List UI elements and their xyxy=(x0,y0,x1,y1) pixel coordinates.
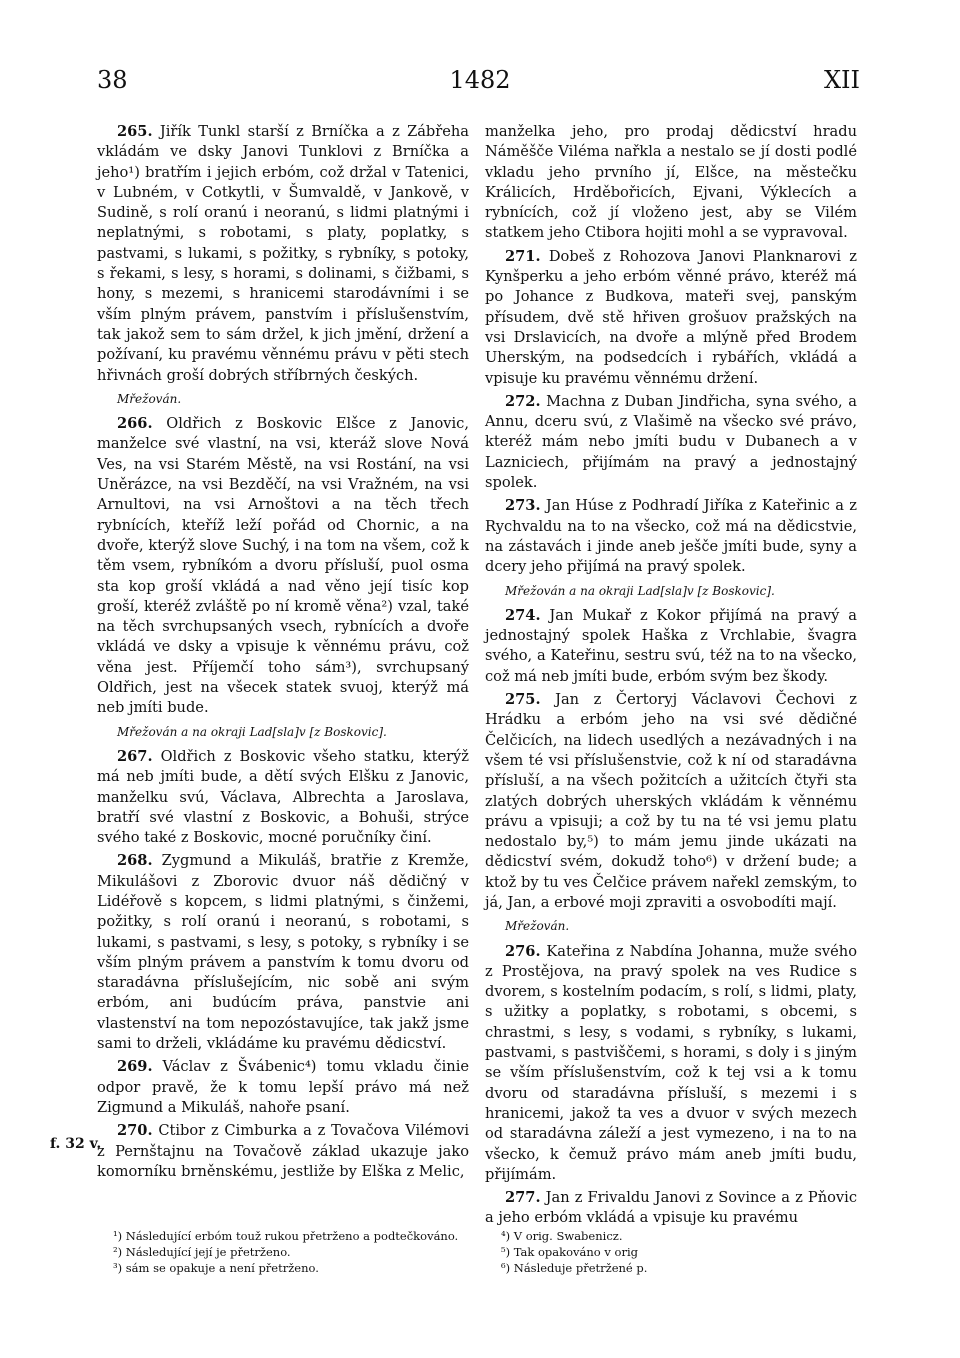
record-number: 273. xyxy=(505,497,541,515)
footnote: ⁵) Tak opakováno v orig xyxy=(501,1245,638,1259)
record-number: 265. xyxy=(117,123,153,140)
record-number: 269. xyxy=(117,1058,153,1076)
record-number: 271. xyxy=(505,247,541,265)
record-entry xyxy=(97,851,469,1054)
record-entry xyxy=(485,942,857,1186)
volume-number: XII xyxy=(823,66,860,94)
left-column xyxy=(97,122,469,1185)
record-text: Jan z Čertoryj Václavovi Čechovi z Hrádku a erbóm jeho na vsi své dědičné Čelčicích, na lidech usedlých a nezávadných i na všem té vsi příslušenstvie, což k ní od staradávna přísluší, a na všech požitcích a užitcích čtyři sta zlatých dobrých uherských vkládám k věnnému právu a vpisuji; a což by tu na té vsi jemu platu nedostalo by,⁵) to mám jemu jinde ukázati na dědicství svém, dokudž toho⁶) v držení bude; a ktož by tu ves Čelčice právem nařekl zemským, to já, Jan, a erbové moji zpraviti a osvobodíti mají. xyxy=(485,691,857,911)
record-number: 277. xyxy=(505,1189,541,1207)
record-entry xyxy=(97,414,469,718)
record-text: Kateřina z Nabdína Johanna, muže svého z Prostějova, na pravý spolek na ves Rudice s dvorem, s kostelním podacím, s rolí, s lidmi, platy, s užitky a poplatky, s robotami, s obcemi, s chrastmi, s lesy, s vodami, s rybníky, s lukami, pastvami, s pastviščemi, s horami, s doly i s jiným se vším příslušenstvím, což k tej vsi a k tomu dvoru od staradávna přísluší, s mezemi i s hranicemi, jakož ta ves a dvuor v svých mezech od staradávna záleží a jest vymezeno, i na to na všecko, k čemuž právo mám aneb jmíti budu, přijímám. xyxy=(485,942,857,1183)
record-number: 274. xyxy=(505,606,541,624)
record-number: 276. xyxy=(505,942,541,960)
footnotes-right xyxy=(485,1228,855,1276)
right-column xyxy=(485,122,857,1232)
record-entry xyxy=(97,1057,469,1118)
footnote: ⁴) V orig. Swabenicz. xyxy=(501,1229,623,1243)
record-number: 268. xyxy=(117,852,153,870)
footnote: ¹) Následující erbóm touž rukou přetrženo a podtečkováno. xyxy=(113,1229,459,1243)
record-text: Jan z Frivaldu Janovi z Sovince a z Pňovic a jeho erbóm vkládá a vpisuje ku pravému xyxy=(485,1189,857,1227)
record-number: 266. xyxy=(117,415,153,433)
record-entry xyxy=(485,247,857,389)
record-annotation: Mřežován a na okraji Lad[sla]v [z Boskovic]. xyxy=(505,583,775,598)
record-text: Oldřich z Boskovic Elšce z Janovic, manželce své vlastní, na vsi, kteráž slove Nová Ves, na vsi Starém Městě, na vsi Rostání, na vsi Uněrázce, na vsi Bezděčí, na vsi Vražném, na vsi Arnultovi, na vsi Arnoštovi a na těch třech rybnících, kteříž leží pořád od Chornic, a na dvoře, kterýž slove Suchý, i na tom na všem, což k těm vsem, rybníkóm a dvoru přísluší, puol osma sta kop groší vkládá a nad věno její tisíc kop groší, kteréž zvláště po ní kromě věna²) vzal, také na těch svrchupsaných vsech, rybnících a dvoře vkládá ve dsky a vpisuje k věnnému právu, což věna jest. Příjemčí toho sám³), svrchupsaný Oldřich, jest na všecek statek svuoj, kterýž má neb jmíti bude. xyxy=(97,415,469,717)
footnote: ³) sám se opakuje a není přetrženo. xyxy=(113,1261,319,1275)
record-entry xyxy=(485,1188,857,1229)
record-annotation: Mřežován a na okraji Lad[sla]v [z Boskovic]. xyxy=(117,724,387,739)
page-header xyxy=(0,66,960,96)
record-annotation: Mřežován. xyxy=(117,391,182,406)
record-number: 272. xyxy=(505,392,541,410)
record-continuation: manželka jeho, pro prodaj dědicství hradu Náměšče Viléma nařkla a nestalo se jí dosti podlé vkladu jeho prvního jí, Elšce, na městečku Králicích, Hrděbořicích, Ejvani, Výklecích a rybnících, což jí vloženo jest, aby se Vilém statkem jeho Ctibora hojiti mohl a se vypravoval. xyxy=(485,123,857,242)
record-entry xyxy=(97,747,469,848)
record-entry xyxy=(97,1121,469,1182)
record-number: 275. xyxy=(505,691,541,709)
record-text: Václav z Švábenic⁴) tomu vkladu činie odpor pravě, že k tomu lepší právo má než Zigmund a Mikuláš, nahoře psaní. xyxy=(97,1058,469,1116)
footnote: ⁶) Následuje přetržené p. xyxy=(501,1261,648,1275)
footnote: ²) Následující její je přetrženo. xyxy=(113,1245,291,1259)
record-annotation: Mřežován. xyxy=(505,919,570,934)
record-entry xyxy=(97,122,469,386)
record-text: Jiřík Tunkl starší z Brníčka a z Zábřeha vkládám ve dsky Janovi Tunklovi z Brníčka a jeho¹) bratřím i jejich erbóm, což držal v Tatenici, v Lubném, v Cotkytli, v Šumvaldě, v Jankově, v Sudině, s rolí oranú i neoranú, s lidmi platnými i neplatnými, s robotami, s platy, poplatky, s pastvami, s lukami, s požitky, s rybníky, s potoky, s řekami, s lesy, s horami, s dolinami, s čižbami, s hony, s mezemi, s hranicemi starodávními i se vším plným právem, panstvím i příslušenstvím, tak jakož sem to sám držel, k jich jmění, držení a požívaní, ku pravému věnnému právu v pěti stech hřivnách groší dobrých stříbrných českých. xyxy=(97,123,469,384)
record-text: Zygmund a Mikuláš, bratřie z Kremže, Mikulášovi z Zborovic dvuor náš dědičný v Lidéřově s kopcem, s lidmi platnými, s činžemi, požitky, s rolí oranú i neoranú, s robotami, s lukami, s pastvami, s lesy, s potoky, s rybníky i se vším plným právem a panstvím k tomu dvoru od staradávna příslušejícím, nic sobě ani svým erbóm, ani budúcím práva, panstvie ani vlastenství na tom nepozóstavujíce, tak jakž jsme sami to drželi, vkládáme ku pravému dědicství. xyxy=(97,852,469,1053)
record-entry xyxy=(485,496,857,577)
folio-margin-note: f. 32 v. xyxy=(50,1136,102,1152)
record-text: Oldřich z Boskovic všeho statku, kterýž má neb jmíti bude, a dětí svých Elšku z Janovic, manželku svú, Václava, Albrechta a Jaroslava, bratří své vlastní z Boskovic, a Bohuši, strýce svého také z Boskovic, mocné poručníky činí. xyxy=(97,747,469,847)
record-text: Machna z Duban Jindřicha, syna svého, a Annu, dceru svú, z Vlašimě na všecko své právo, kteréž mám nebo jmíti budu v Dubanech a v Lazniciech, přijímám na pravý a jednostajný spolek. xyxy=(485,392,857,492)
record-text: Ctibor z Cimburka a z Tovačova Vilémovi z Pernštajnu na Tovačově základ ukazuje jako komorníku brněnskému, jestliže by Elška z Melic, xyxy=(97,1122,469,1180)
record-text: Dobeš z Rohozova Janovi Planknarovi z Kynšperku a jeho erbóm věnné právo, kteréž má po Johance z Budkova, mateři svej, panským přísudem, dvě stě hřiven grošuov pražských na vsi Drslavicích, na dvoře a mlýně před Brodem Uherským, na podsedcích i rybářích, vkládá a vpisuje ku pravému věnnému držení. xyxy=(485,247,857,387)
footnotes-left xyxy=(97,1228,467,1276)
record-entry xyxy=(485,606,857,687)
record-text: Jan Húse z Podhradí Jiříka z Kateřinic a z Rychvaldu na to na všecko, což má na dědicstvie, na zástavách i jinde aneb ješče jmíti bude, syny a dcery jeho přijímá na pravý spolek. xyxy=(485,497,857,576)
page-number: 38 xyxy=(97,66,128,94)
record-number: 270. xyxy=(117,1122,153,1140)
record-text: Jan Mukař z Kokor přijímá na pravý a jednostajný spolek Haška z Vrchlabie, švagra svého, a Kateřinu, sestru svú, též na to na všecko, což má neb jmíti bude, erbóm svým bez škody. xyxy=(485,606,857,685)
record-entry xyxy=(485,392,857,493)
page-year: 1482 xyxy=(449,66,511,94)
record-entry xyxy=(485,690,857,913)
record-number: 267. xyxy=(117,747,153,765)
